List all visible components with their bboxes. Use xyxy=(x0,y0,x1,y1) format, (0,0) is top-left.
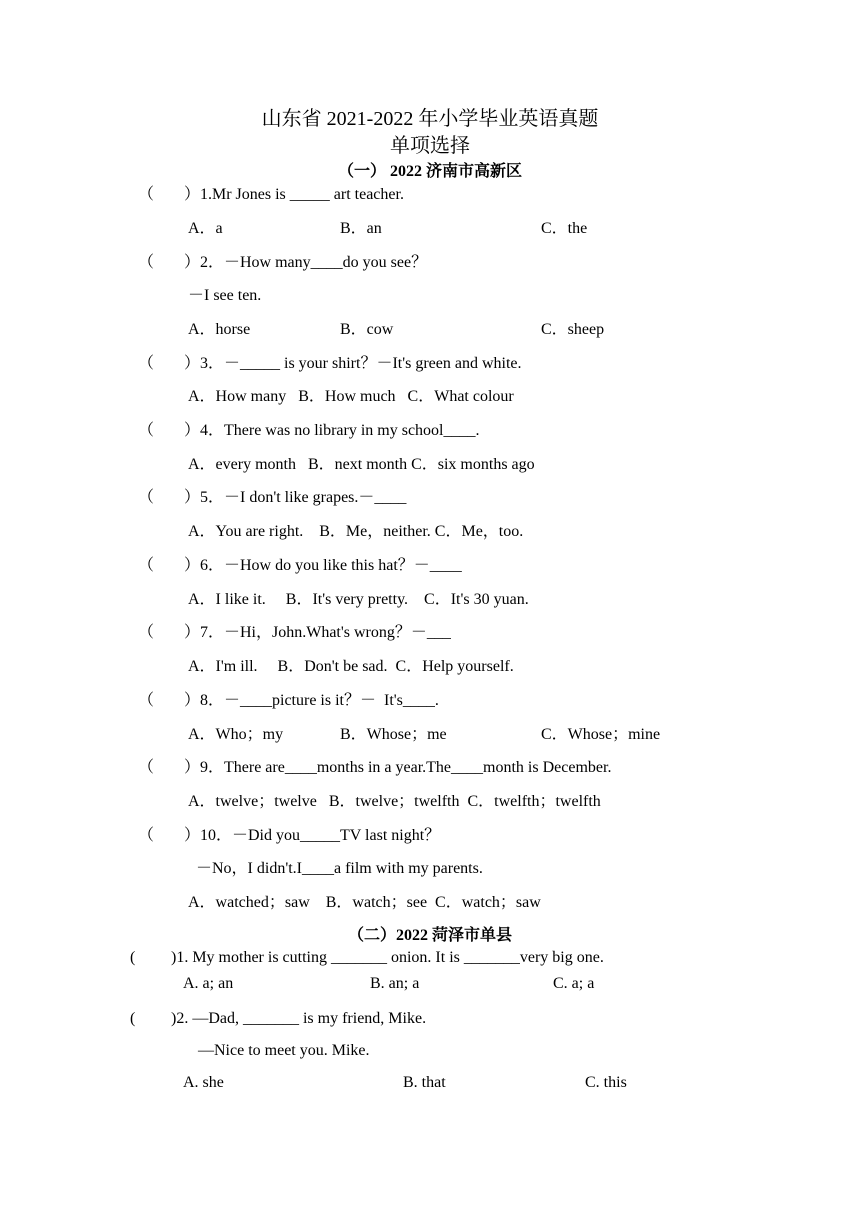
options-line: A．How many B．How much C．What colour xyxy=(188,388,514,405)
answer-paren: （ xyxy=(138,759,155,776)
option-c: C．Whose；mine xyxy=(541,726,661,743)
answer-paren: （ xyxy=(138,186,155,203)
question-sub-line: —Nice to meet you. Mike. xyxy=(198,1042,370,1059)
question-stem: ）6．－How do you like this hat？－____ xyxy=(184,557,462,574)
option-c: C．sheep xyxy=(541,321,605,338)
option-b: B．Whose；me xyxy=(340,726,447,743)
question-stem: ）4．There was no library in my school____. xyxy=(184,422,480,439)
page-title: 山东省 2021-2022 年小学毕业英语真题 xyxy=(261,108,599,130)
option-a: A. she xyxy=(183,1074,224,1091)
options-line: A．every month B．next month C．six months ago xyxy=(188,456,535,473)
option-a: A. a; an xyxy=(183,975,234,992)
question-stem: )2. —Dad, _______ is my friend, Mike. xyxy=(171,1010,427,1027)
page-subtitle: 单项选择 xyxy=(390,135,470,157)
question-stem: ）3．－_____ is your shirt？－It's green and white. xyxy=(184,355,522,372)
option-b: B．an xyxy=(340,220,382,237)
answer-paren: （ xyxy=(138,624,155,641)
question-stem: ）2．－How many____do you see？ xyxy=(184,254,428,271)
option-b: B．cow xyxy=(340,321,394,338)
answer-paren: （ xyxy=(138,355,155,372)
option-a: A．horse xyxy=(188,321,251,338)
section-heading-2: （二）2022 菏泽市单县 xyxy=(347,927,512,944)
question-sub-line: －No，I didn't.I____a film with my parents. xyxy=(196,860,483,877)
answer-paren: （ xyxy=(138,422,155,439)
option-c: C. a; a xyxy=(553,975,595,992)
question-stem: ）7．－Hi，John.What's wrong？－___ xyxy=(184,624,451,641)
answer-paren: （ xyxy=(138,254,155,271)
option-c: C. this xyxy=(585,1074,627,1091)
answer-paren: ( xyxy=(130,1010,136,1027)
answer-paren: （ xyxy=(138,557,155,574)
options-line: A．watched；saw B．watch；see C．watch；saw xyxy=(188,894,541,911)
section-heading-1: （一） 2022 济南市高新区 xyxy=(337,163,522,180)
question-sub-line: －I see ten. xyxy=(188,287,262,304)
option-a: A．Who；my xyxy=(188,726,284,743)
option-b: B. that xyxy=(403,1074,446,1091)
option-b: B. an; a xyxy=(370,975,420,992)
options-line: A．You are right. B．Me，neither. C．Me，too. xyxy=(188,523,524,540)
option-c: C．the xyxy=(541,220,588,237)
question-stem: ）8．－____picture is it？－ It's____. xyxy=(184,692,439,709)
options-line: A．twelve；twelve B．twelve；twelfth C．twelfth；twelfth xyxy=(188,793,601,810)
question-stem: ）1.Mr Jones is _____ art teacher. xyxy=(184,186,404,203)
options-line: A．I'm ill. B．Don't be sad. C．Help yourself. xyxy=(188,658,514,675)
question-stem: ）5．－I don't like grapes.－____ xyxy=(184,489,407,506)
options-line: A．I like it. B．It's very pretty. C．It's 30 yuan. xyxy=(188,591,529,608)
answer-paren: ( xyxy=(130,949,136,966)
question-stem: )1. My mother is cutting _______ onion. It is _______very big one. xyxy=(171,949,604,966)
option-a: A．a xyxy=(188,220,223,237)
answer-paren: （ xyxy=(138,489,155,506)
answer-paren: （ xyxy=(138,692,155,709)
answer-paren: （ xyxy=(138,827,155,844)
question-stem: ）9．There are____months in a year.The____month is December. xyxy=(184,759,612,776)
question-stem: ）10．－Did you_____TV last night？ xyxy=(184,827,441,844)
